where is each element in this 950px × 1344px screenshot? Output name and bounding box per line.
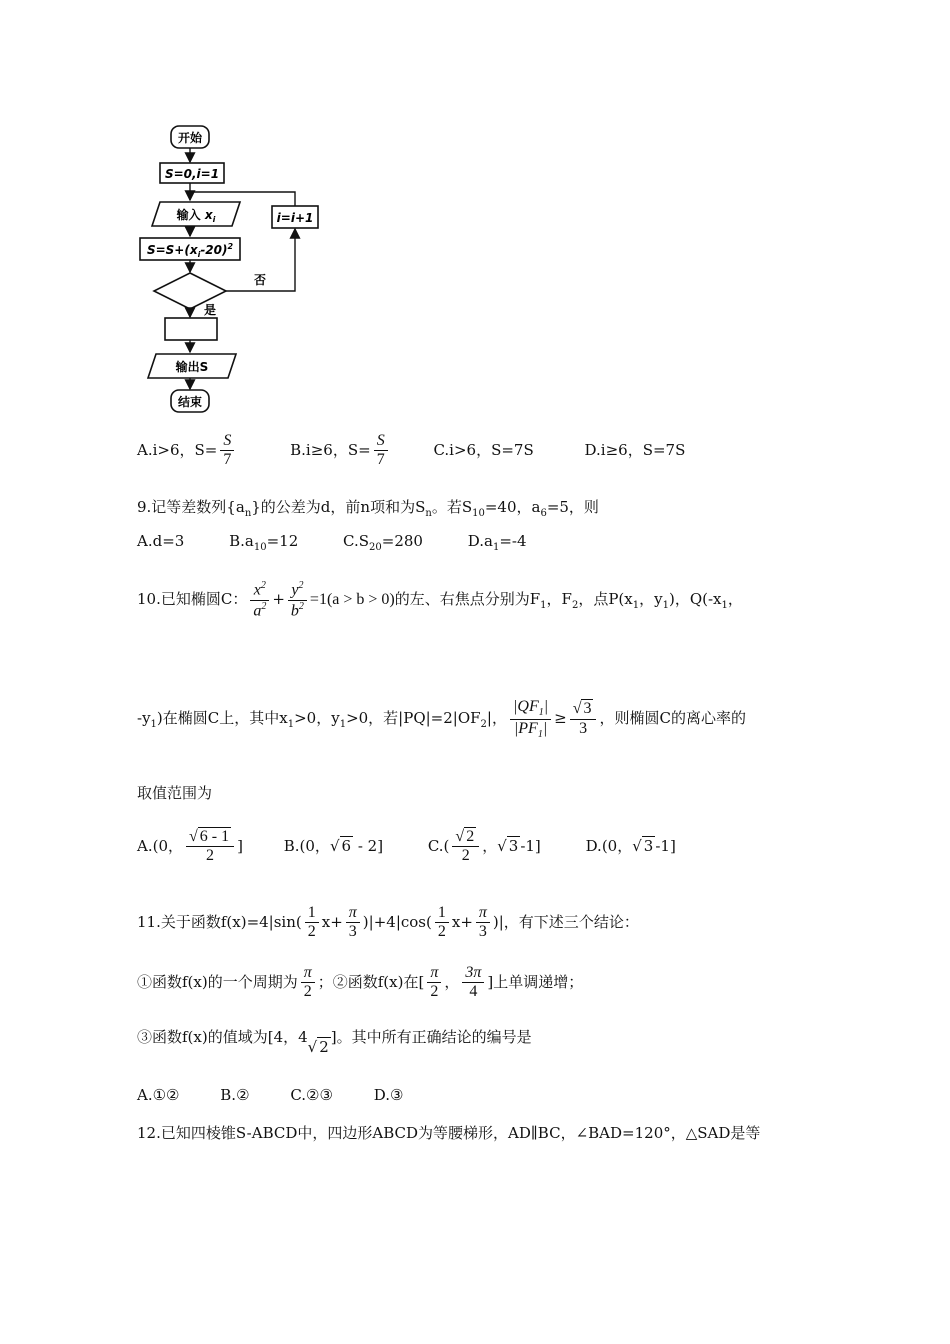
q11-statement-3: ③函数f(x)的值域为[4，4√ 2]。其中所有正确结论的编号是: [137, 1028, 532, 1056]
q10-stem-line2: $-y_1$)在椭圆C上，其中$x_1>0$，$y_1>0$，若$|PQ|=2|OF_2|$， $\frac{|QF_1|}{|PF_1|}$ ≥ $\frac{√ 3}{3}$ ，则椭圆C的离心率的: [137, 698, 746, 740]
q10-option-b: B.(0，√ 6 - 2]: [283, 836, 384, 855]
q10-option-d: D.(0，√ 3 -1]: [585, 836, 676, 855]
end-label: 结束: [177, 395, 203, 409]
q8-options: [137, 432, 685, 470]
q11-option-d: D.③: [373, 1086, 404, 1104]
yes-label: 是: [203, 303, 217, 317]
q8-option-b: B.i≥6，S= $\frac{S}{7}$: [290, 432, 391, 470]
flowchart: [130, 118, 330, 418]
output-label: 输出S: [175, 360, 209, 374]
q9-option-c: $C.S_{20}=280$: [343, 532, 423, 553]
q10-stem-line3: 取值范围为: [137, 784, 213, 802]
q11-option-a: A.①②: [137, 1086, 180, 1104]
q11-statement-1-2: ①函数f(x)的一个周期为 $\frac{\pi}{2}$ ；②函数f(x)在[ $\frac{\pi}{2}$ ， $\frac{3\pi}{4}$ ]上单调递增；: [137, 964, 584, 1001]
blank-box: [165, 318, 217, 340]
increment-label: i=i+1: [276, 211, 314, 225]
q8-option-a: A.i>6，S= $\frac{S}{7}$: [137, 432, 237, 470]
q9-option-a: A.d=3: [137, 532, 185, 550]
q11-option-c: C.②③: [290, 1086, 333, 1104]
no-label: 否: [253, 273, 267, 287]
q10-stem-line1: 10.已知椭圆C： $\frac{x^2}{a^2}$ + $\frac{y^2}{b^2}$ =1(a > b > 0)的左、右焦点分别为$F_1$，$F_2$，点$P(x_1$，$y_1$)，$Q(-x_1$，: [137, 580, 743, 620]
input-label: 输入 $x_i$: [176, 208, 216, 224]
init-label: S=0,i=1: [164, 167, 220, 181]
q11-options: [137, 1086, 403, 1104]
q8-option-d: D.i≥6，S=7S: [584, 440, 686, 459]
q11-option-b: B.②: [220, 1086, 250, 1104]
q9-stem: 9.记等差数列$\{a_n\}$的公差为d，前n项和为$S_n$。若$S_{10}=40$，$a_6=5$，则: [137, 498, 599, 519]
q9-option-d: $D.a_1=-4$: [467, 532, 527, 553]
q11-stem: 11.关于函数f(x)=4|sin( $\frac{1}{2}$ x+ $\frac{\pi}{3}$ )|+4|cos( $\frac{1}{2}$ x+ $\frac{\pi}{3}$ )|，有下述三个结论：: [137, 904, 639, 941]
q9-options: [137, 532, 527, 553]
q8-option-c: C.i>6，S=7S: [433, 440, 534, 459]
update-label: $S=S+(x_i-20)^2$: [146, 242, 234, 259]
q9-option-b: $B.a_{10}=12$: [229, 532, 299, 553]
start-label: 开始: [177, 131, 203, 145]
q10-options: [137, 828, 676, 866]
q10-option-a: A.(0， $\frac{√ 6 - 1}{2}$ ]: [137, 828, 243, 865]
q10-option-c: C.( $\frac{√ 2}{2}$ ，√ 3 -1]: [427, 828, 541, 865]
q12-stem: 12.已知四棱锥S-ABCD中，四边形ABCD为等腰梯形，AD∥BC，∠BAD=120°，△SAD是等: [137, 1124, 761, 1142]
